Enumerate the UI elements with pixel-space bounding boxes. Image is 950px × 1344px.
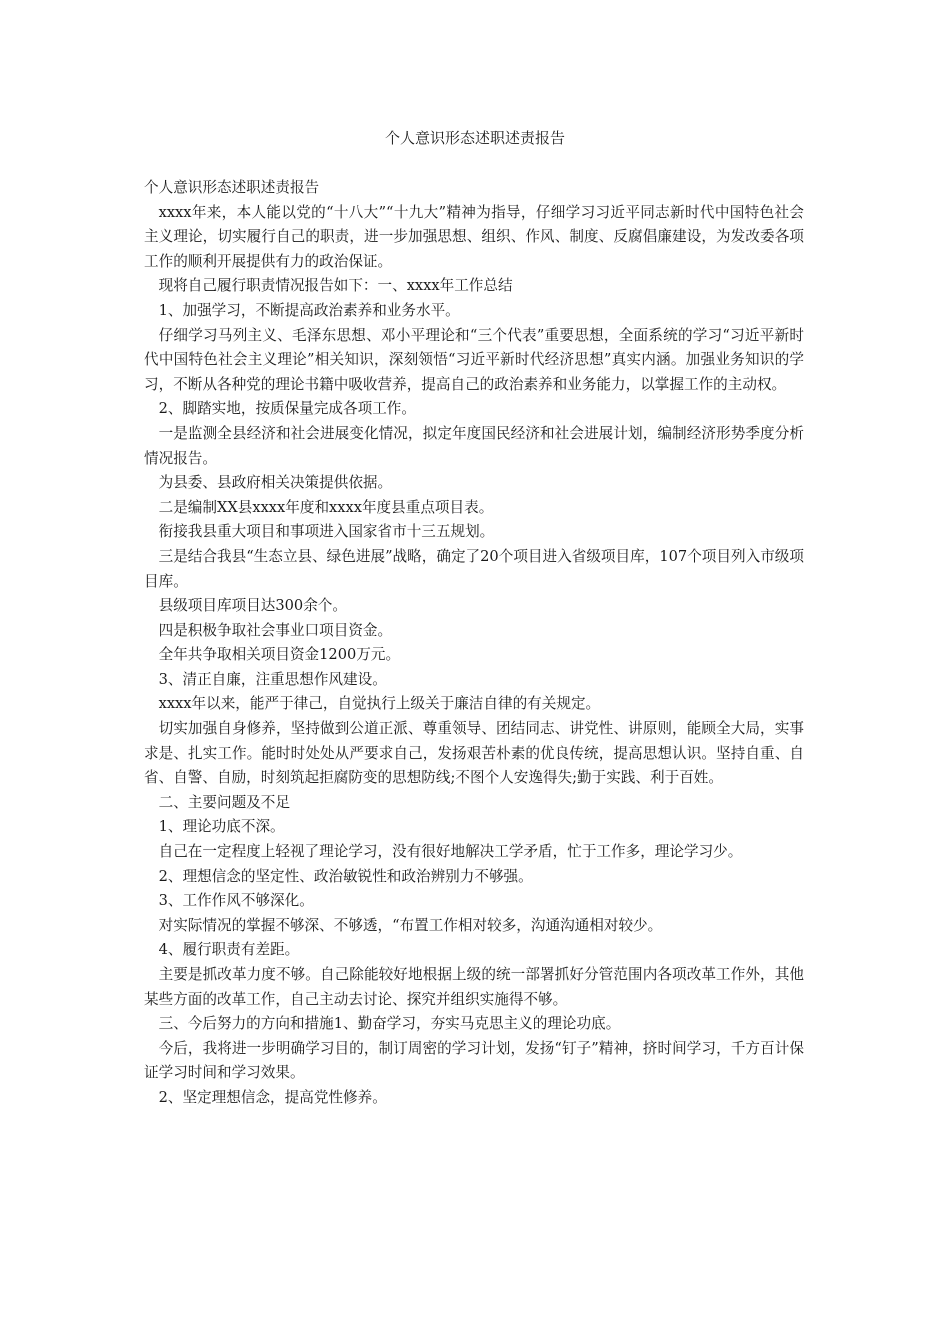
paragraph: 衔接我县重大项目和事项进入国家省市十三五规划。 <box>158 523 495 541</box>
paragraph: 仔细学习马列主义、毛泽东思想、邓小平理论和“三个代表”重要思想，全面系统的学习“习近平新时代中国特色社会主义理论”相关知识，深刻领悟“习近平新时代经济思想”真实内涵。加强业务知识的学习，不断从各种党的理论书籍中吸收营养，提高自己的政治素养和业务能力，以掌握工作的主动权。 <box>144 326 804 393</box>
paragraph: 自己在一定程度上轻视了理论学习，没有很好地解决工学矛盾，忙于工作多，理论学习少。 <box>158 843 743 861</box>
paragraph: 3、清正自廉，注重思想作风建设。 <box>158 670 387 688</box>
paragraph: xxxx年来，本人能以党的“十八大”“十九大”精神为指导，仔细学习习近平同志新时代中国特色社会主义理论，切实履行自己的职责，进一步加强思想、组织、作风、制度、反腐倡廉建设，为发改委各项工作的顺利开展提供有力的政治保证。 <box>144 203 804 270</box>
paragraph: 现将自己履行职责情况报告如下：一、xxxx年工作总结 <box>158 277 513 295</box>
paragraph: 二是编制XX县xxxx年度和xxxx年度县重点项目表。 <box>158 498 494 516</box>
paragraph: 4、履行职责有差距。 <box>158 941 300 959</box>
paragraph: 为县委、县政府相关决策提供依据。 <box>158 474 393 492</box>
paragraph: 对实际情况的掌握不够深、不够透，“布置工作相对较多，沟通沟通相对较少。 <box>158 916 663 934</box>
paragraph: 2、坚定理想信念，提高党性修养。 <box>158 1088 387 1106</box>
paragraph: 1、理论功底不深。 <box>158 818 285 836</box>
paragraph: 2、脚踏实地，按质保量完成各项工作。 <box>158 400 416 418</box>
paragraph: 四是积极争取社会事业口项目资金。 <box>158 621 393 639</box>
paragraph: 三是结合我县“生态立县、绿色进展”战略，确定了20个项目进入省级项目库，107个项目列入市级项目库。 <box>144 547 804 590</box>
paragraph: 主要是抓改革力度不够。自己除能较好地根据上级的统一部署抓好分管范围内各项改革工作外，其他某些方面的改革工作，自己主动去讨论、探究并组织实施得不够。 <box>144 966 804 1008</box>
paragraph: 今后，我将进一步明确学习目的，制订周密的学习计划，发扬“钉子”精神，挤时间学习，千方百计保证学习时间和学习效果。 <box>144 1039 804 1082</box>
paragraph: 三、今后努力的方向和措施1、勤奋学习，夯实马克思主义的理论功底。 <box>158 1015 621 1033</box>
paragraph: 2、理想信念的坚定性、政治敏锐性和政治辨别力不够强。 <box>158 867 533 885</box>
paragraph: xxxx年以来，能严于律己，自觉执行上级关于廉洁自律的有关规定。 <box>158 695 601 713</box>
paragraph: 全年共争取相关项目资金1200万元。 <box>158 646 401 664</box>
paragraph: 切实加强自身修养，坚持做到公道正派、尊重领导、团结同志、讲党性、讲原则，能顾全大局，实事求是、扎实工作。能时时处处从严要求自己，发扬艰苦朴素的优良传统，提高思想认识。坚持自重、自省、自警、自励，时刻筑起拒腐防变的思想防线;不图个人安逸得失;勤于实践、利于百姓。 <box>144 720 804 787</box>
paragraph: 个人意识形态述职述责报告 <box>144 179 320 196</box>
document-title: 个人意识形态述职述责报告 <box>384 129 565 147</box>
paragraph: 县级项目库项目达300余个。 <box>158 597 347 615</box>
paragraph: 一是监测全县经济和社会进展变化情况，拟定年度国民经济和社会进展计划，编制经济形势季度分析情况报告。 <box>144 424 804 467</box>
paragraph: 3、工作作风不够深化。 <box>158 892 314 910</box>
paragraph: 1、加强学习，不断提高政治素养和业务水平。 <box>158 301 460 319</box>
document-body <box>144 176 804 1111</box>
paragraph: 二、主要问题及不足 <box>158 793 290 811</box>
